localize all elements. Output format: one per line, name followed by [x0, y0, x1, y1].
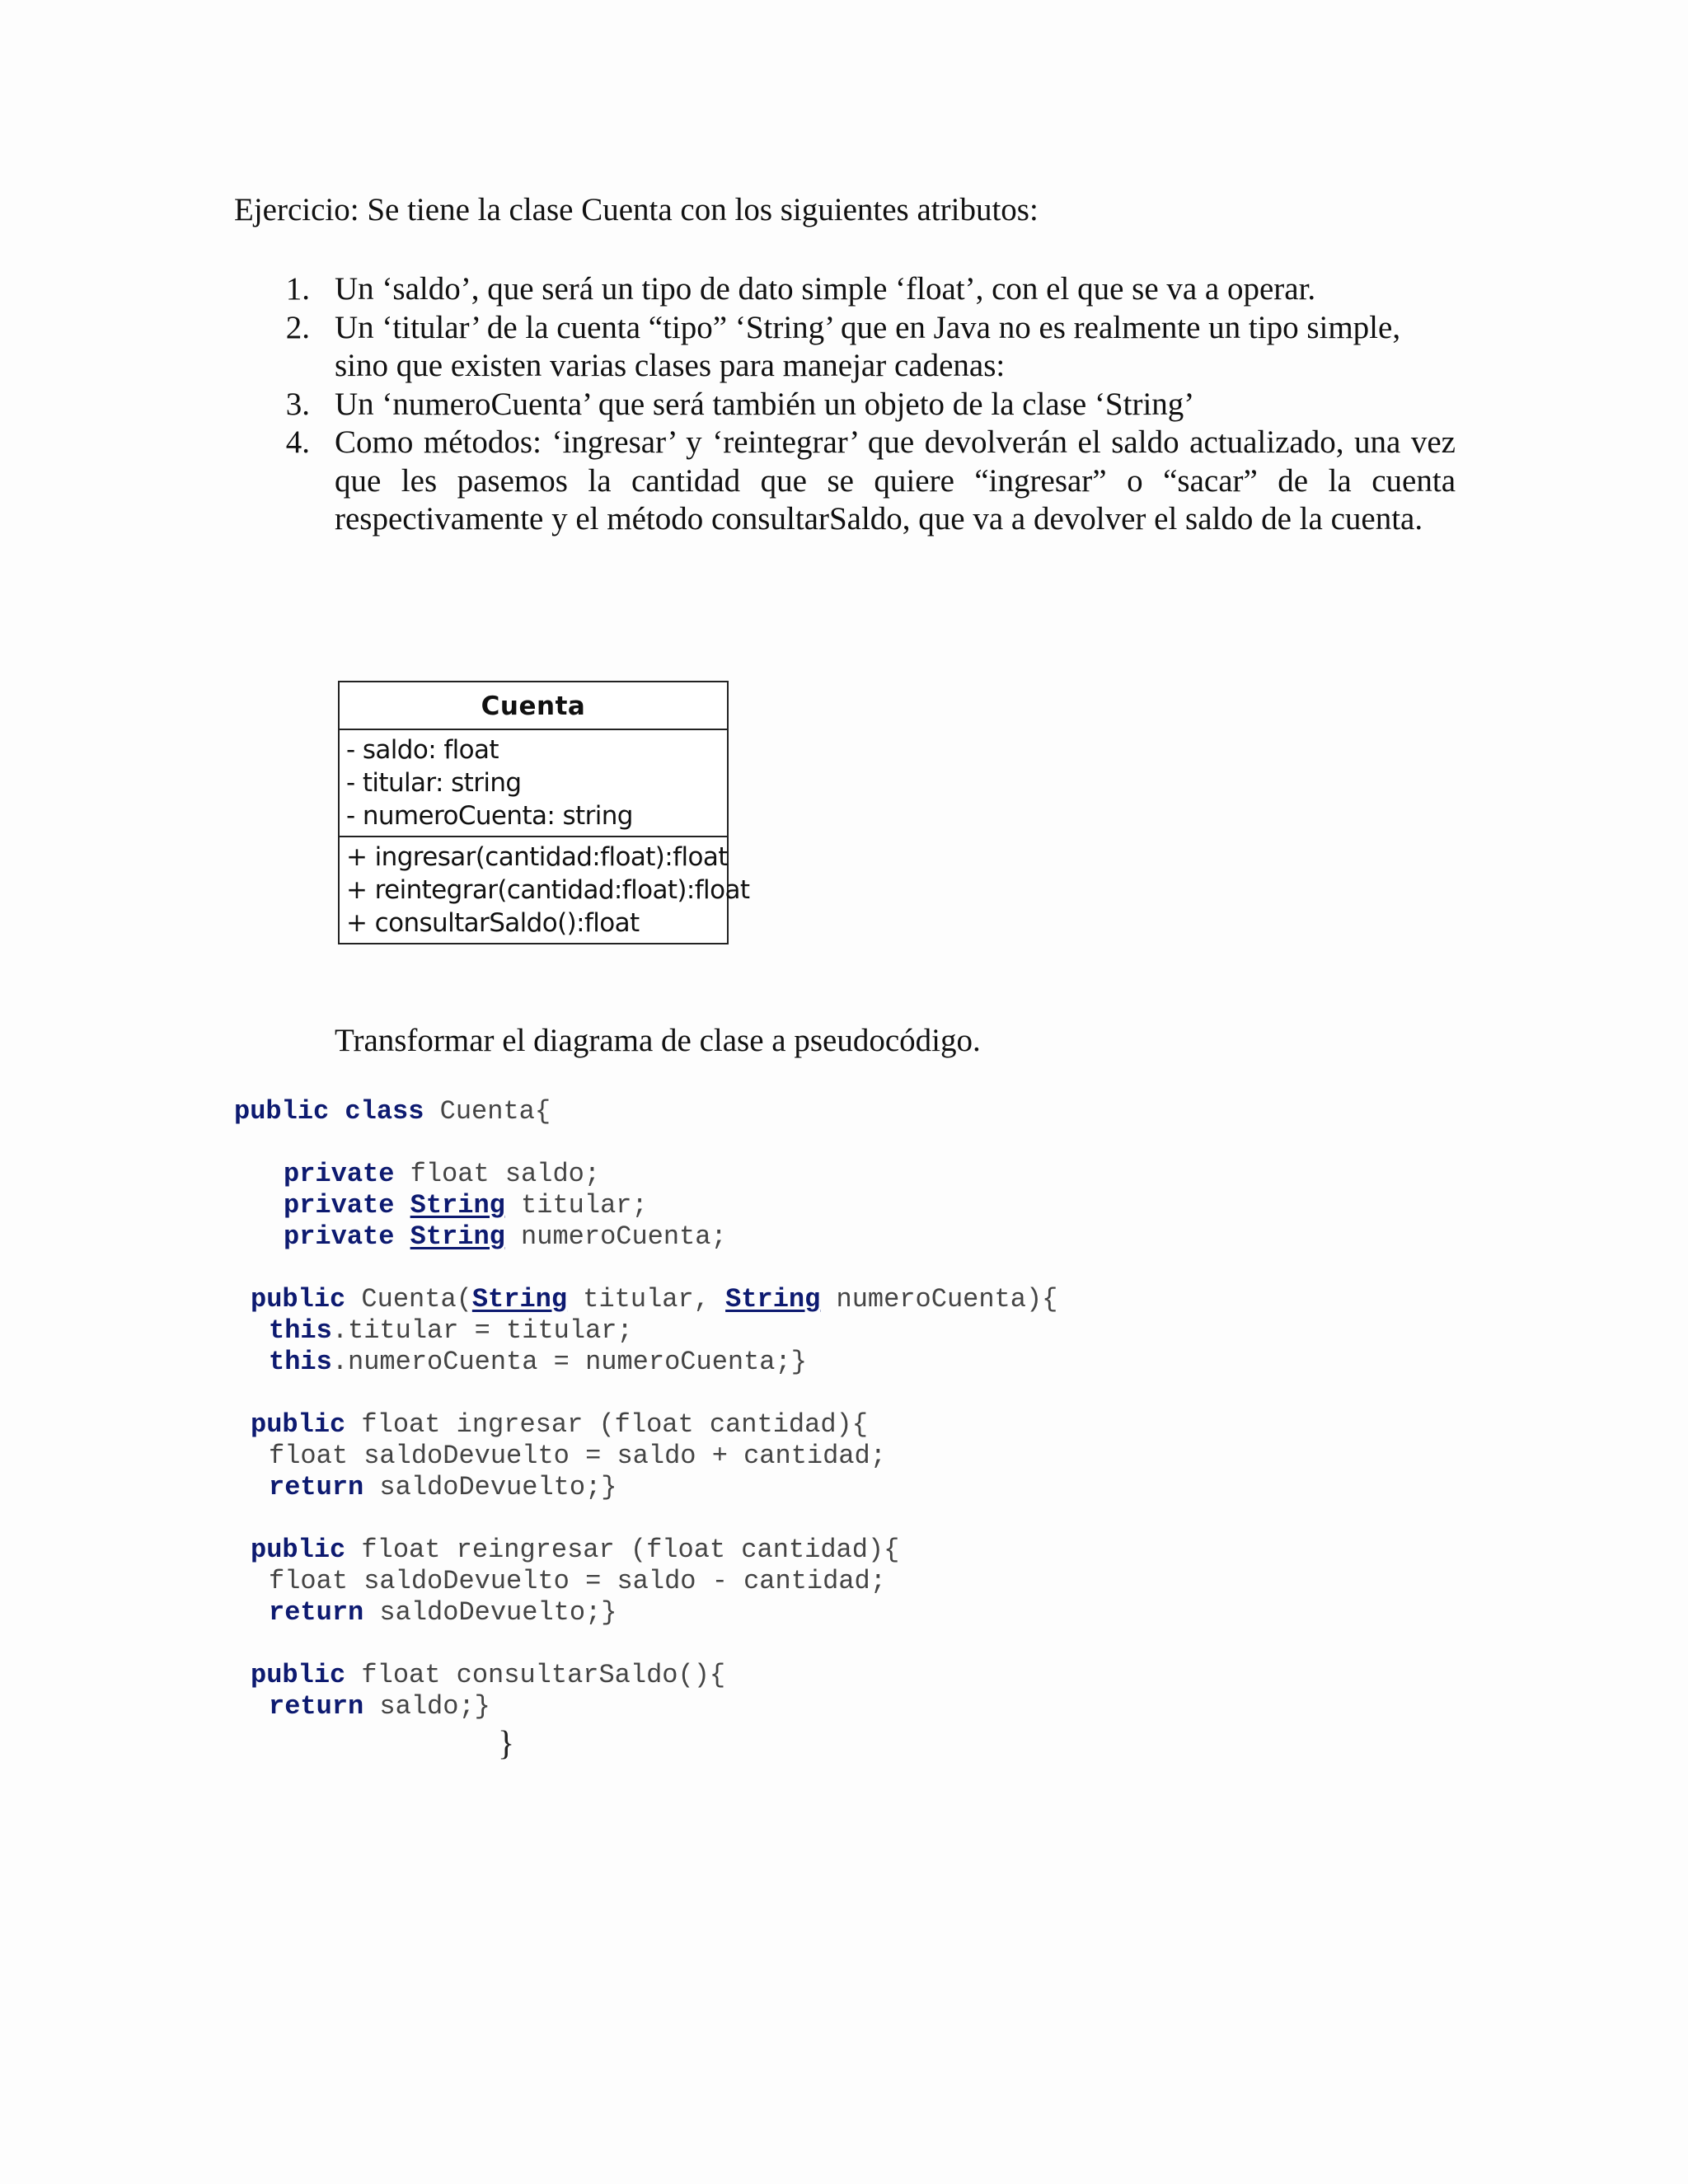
code-line [251, 1660, 725, 1691]
code-line [269, 1441, 886, 1472]
code-text: Cuenta{ [424, 1096, 551, 1127]
uml-attribute: - numeroCuenta: string [346, 801, 633, 831]
code-line [251, 1409, 868, 1441]
list-number: 4. [285, 424, 310, 460]
code-text: saldoDevuelto;} [363, 1597, 617, 1628]
uml-attribute: - titular: string [346, 768, 522, 798]
code-text: numeroCuenta; [504, 1221, 727, 1252]
code-text: titular; [504, 1190, 648, 1221]
code-keyword: private [284, 1221, 395, 1252]
code-keyword: return [269, 1691, 364, 1722]
code-keyword: this [269, 1315, 332, 1346]
code-type: String [725, 1284, 821, 1315]
list-item [264, 424, 1456, 539]
uml-attributes [340, 730, 727, 837]
code-keyword: return [269, 1597, 364, 1628]
uml-class-diagram [338, 681, 750, 944]
code-text: numeroCuenta){ [820, 1284, 1058, 1315]
list-text: Un ‘numeroCuenta’ que será también un objeto de la clase ‘String’ [335, 386, 1195, 422]
exercise-intro: Ejercicio: Se tiene la clase Cuenta con los siguientes atributos: [234, 192, 1039, 227]
code-line [234, 1096, 551, 1127]
code-line [284, 1159, 600, 1190]
code-line [251, 1284, 1057, 1315]
code-text: float reingresar (float cantidad){ [345, 1535, 900, 1565]
code-text: saldo;} [363, 1691, 490, 1722]
uml-attribute: - saldo: float [346, 735, 499, 765]
code-text: titular, [567, 1284, 726, 1315]
list-item [264, 386, 1456, 424]
code-text: float saldo; [394, 1159, 601, 1189]
code-line [284, 1190, 648, 1221]
list-item [264, 270, 1456, 309]
list-text: Un ‘saldo’, que será un tipo de dato simple ‘float’, con el que se va a operar. [335, 271, 1316, 307]
list-number: 1. [285, 271, 310, 307]
list-item [264, 309, 1456, 386]
code-line [251, 1535, 899, 1566]
code-type: String [410, 1190, 505, 1221]
code-line [269, 1566, 886, 1597]
list-text: Un ‘titular’ de la cuenta “tipo” ‘String’ que en Java no es realmente un tipo simple, sino que existen varias clases para manejar cadenas: [335, 309, 1401, 383]
code-keyword: this [269, 1347, 332, 1377]
code-text: float saldoDevuelto = saldo - cantidad; [269, 1566, 886, 1596]
code-keyword: public [251, 1409, 346, 1440]
list-text: Como métodos: ‘ingresar’ y ‘reintegrar’ que devolverán el saldo actualizado, una vez que les pasemos la cantidad que se quiere “ingresar” o “sacar” de la cuenta respectivamente y el método consultarSaldo, que va a devolver el saldo de la cuenta. [335, 424, 1456, 537]
code-keyword: public [251, 1284, 346, 1315]
uml-methods [340, 837, 750, 943]
attribute-list [264, 270, 1456, 539]
code-keyword: public [251, 1660, 346, 1690]
list-number: 3. [285, 386, 310, 422]
code-keyword: public [251, 1535, 346, 1565]
code-text: .titular = titular; [331, 1315, 633, 1346]
code-text: .numeroCuenta = numeroCuenta;} [331, 1347, 807, 1377]
code-keyword: public [234, 1096, 330, 1127]
code-text: float consultarSaldo(){ [345, 1660, 726, 1690]
task-instruction: Transformar el diagrama de clase a pseudocódigo. [335, 1023, 981, 1058]
code-type: String [471, 1284, 568, 1315]
code-text: saldoDevuelto;} [363, 1472, 617, 1502]
code-keyword: class [345, 1096, 424, 1127]
code-line [269, 1472, 617, 1503]
code-line [269, 1347, 807, 1378]
code-keyword: return [269, 1472, 364, 1502]
uml-method: + ingresar(cantidad:float):float [346, 842, 728, 872]
code-text: Cuenta( [345, 1284, 472, 1315]
closing-brace: } [498, 1725, 515, 1763]
code-line [269, 1691, 490, 1722]
code-line [284, 1221, 727, 1253]
code-text: float ingresar (float cantidad){ [345, 1409, 868, 1440]
uml-class-name: Cuenta [340, 682, 727, 730]
uml-method: + reintegrar(cantidad:float):float [346, 875, 750, 905]
code-line [269, 1597, 617, 1629]
code-text: float saldoDevuelto = saldo + cantidad; [269, 1441, 886, 1471]
code-keyword: private [284, 1159, 395, 1189]
code-keyword: private [284, 1190, 395, 1221]
code-type: String [410, 1221, 505, 1252]
list-number: 2. [285, 309, 310, 345]
code-line [269, 1315, 633, 1347]
uml-method: + consultarSaldo():float [346, 908, 640, 938]
code-block [234, 1096, 1058, 1736]
